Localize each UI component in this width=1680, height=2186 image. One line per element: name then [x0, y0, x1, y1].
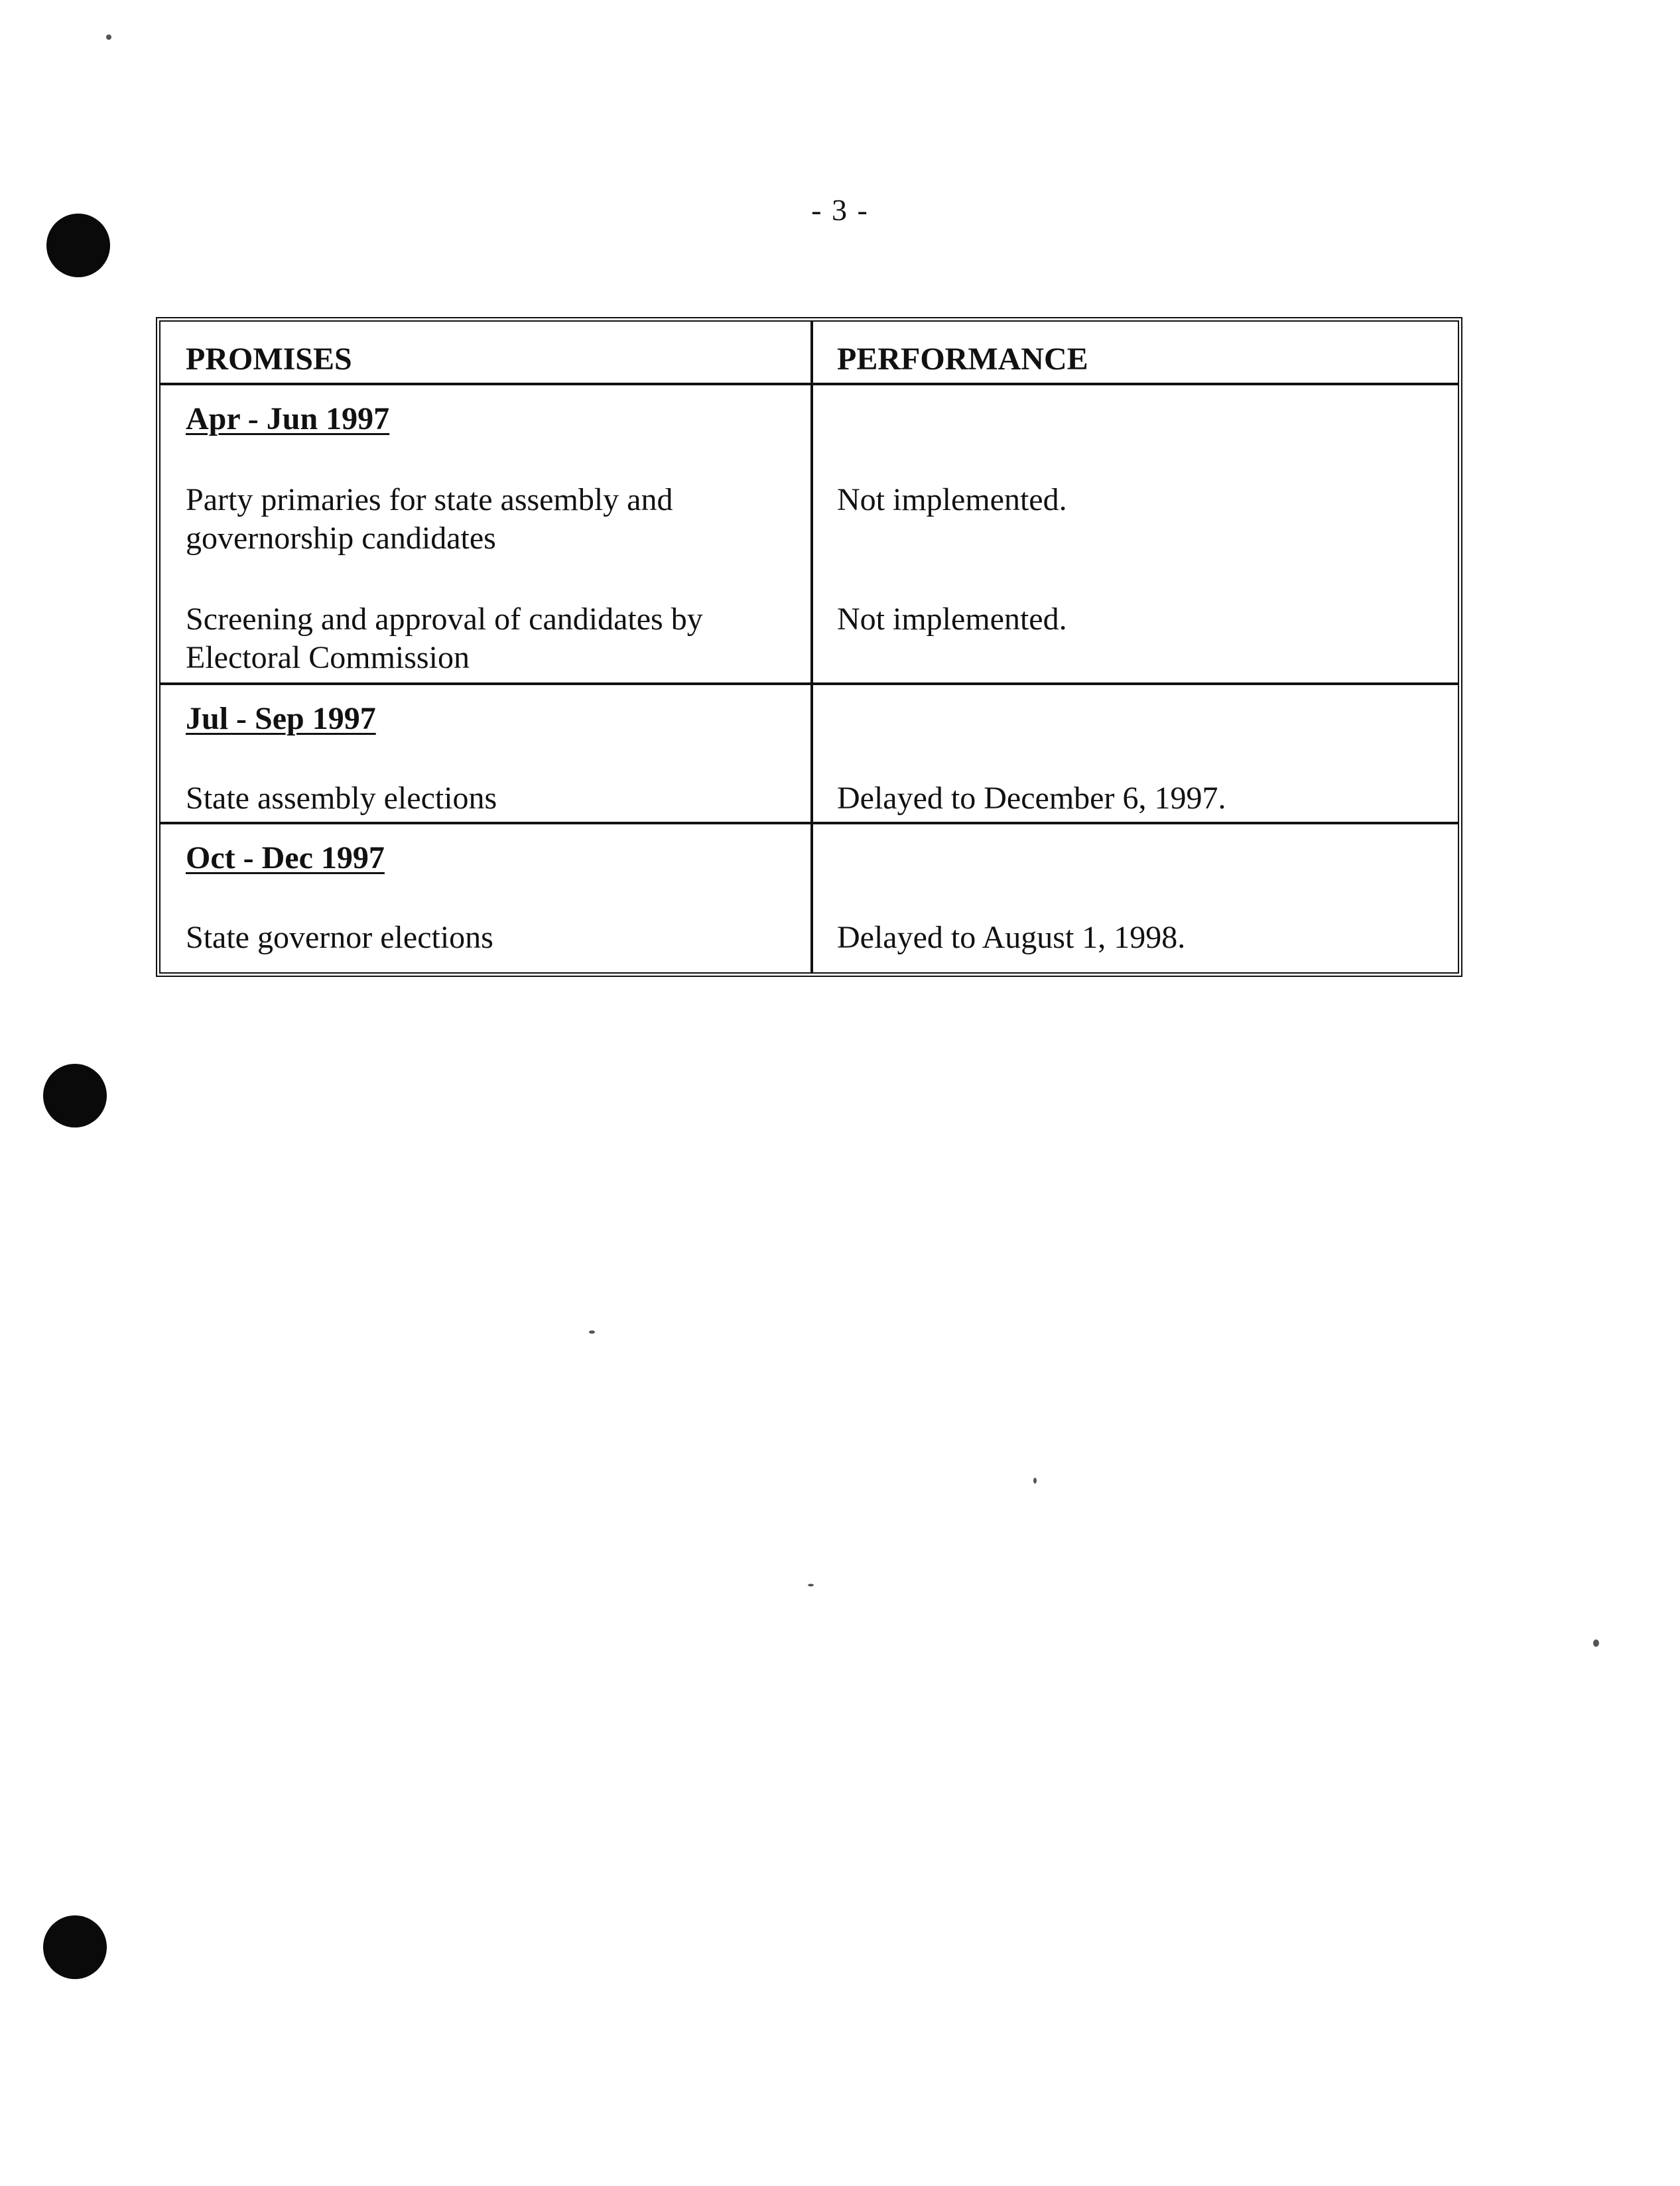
performance-text: Not implemented. [837, 482, 1067, 517]
performance-text: Not implemented. [837, 602, 1067, 637]
promise-text: State governor elections [186, 920, 493, 955]
header-row-divider [161, 383, 1458, 385]
promise-text: Electoral Commission [186, 640, 470, 675]
period-heading: Oct - Dec 1997 [186, 840, 385, 875]
promise-text: Screening and approval of candidates by [186, 602, 703, 637]
punch-hole-bottom [43, 1915, 107, 1979]
promise-text: Party primaries for state assembly and [186, 482, 673, 517]
promises-performance-table [156, 317, 1462, 977]
period-heading: Apr - Jun 1997 [186, 401, 390, 436]
column-divider [810, 322, 813, 972]
scan-speck [106, 34, 111, 40]
promise-text: State assembly elections [186, 781, 497, 816]
page-number: - 3 - [811, 193, 869, 227]
section-divider [161, 822, 1458, 824]
scan-speck [808, 1584, 814, 1586]
scan-speck [1593, 1640, 1599, 1647]
punch-hole-middle [43, 1064, 107, 1127]
period-heading: Jul - Sep 1997 [186, 701, 376, 736]
promise-text: governorship candidates [186, 521, 496, 556]
scan-speck [1033, 1478, 1037, 1484]
performance-text: Delayed to August 1, 1998. [837, 920, 1186, 955]
scan-speck [589, 1330, 595, 1334]
performance-text: Delayed to December 6, 1997. [837, 781, 1226, 816]
section-divider [161, 682, 1458, 685]
header-performance: PERFORMANCE [837, 342, 1088, 377]
header-promises: PROMISES [186, 342, 352, 377]
